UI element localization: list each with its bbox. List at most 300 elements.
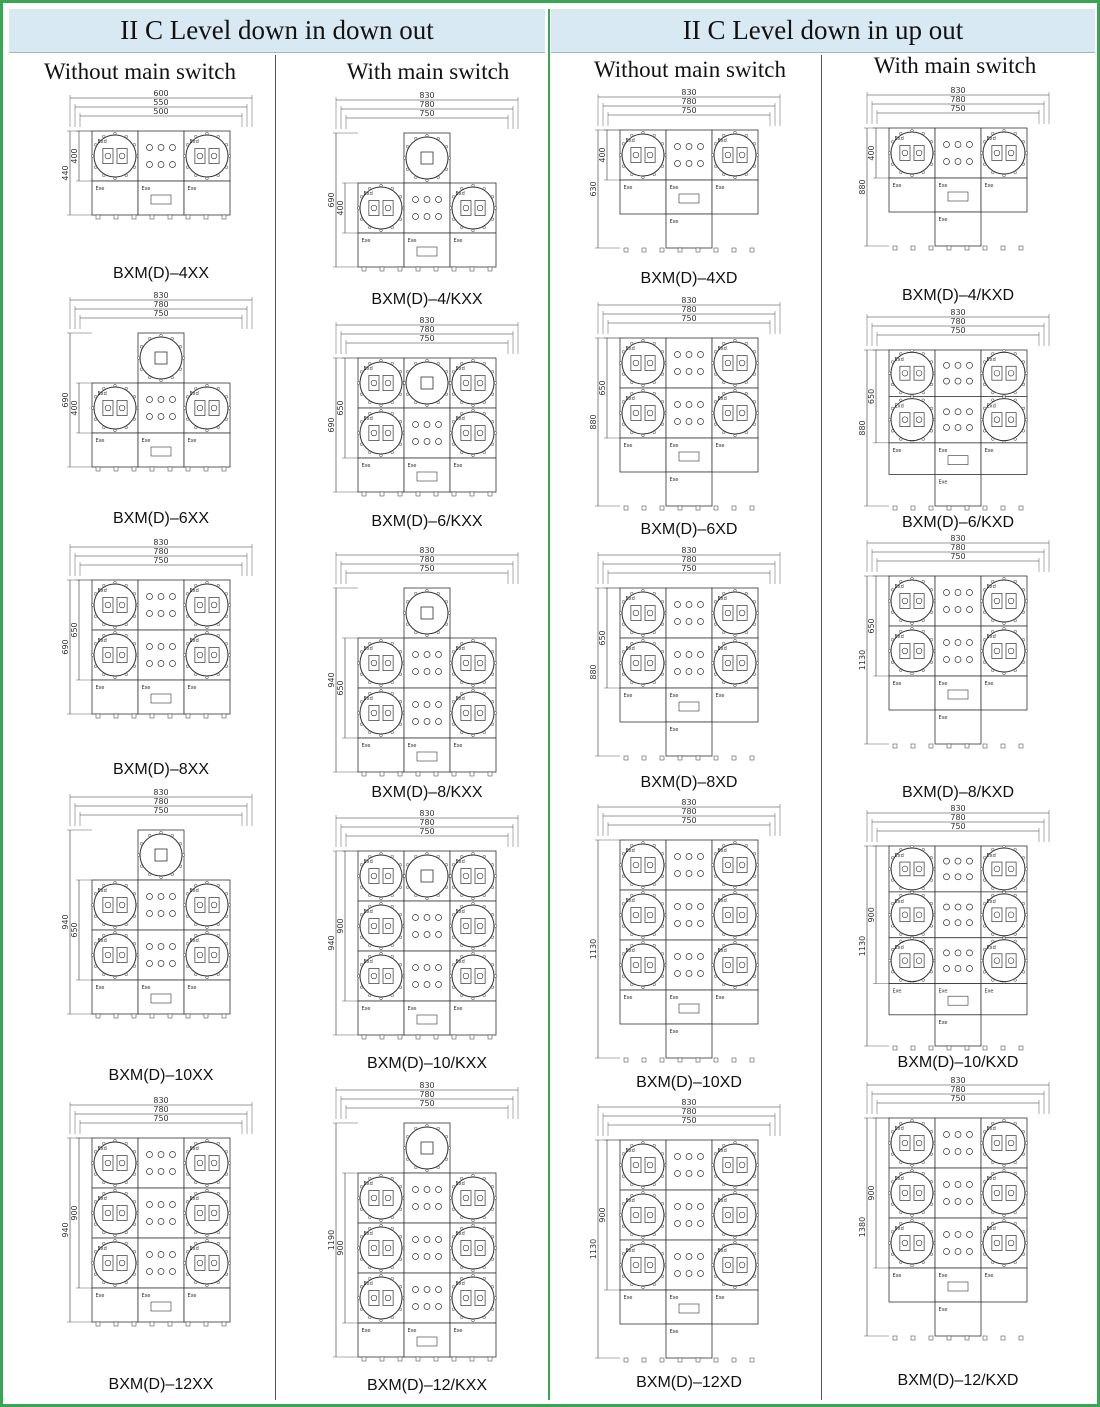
height-dimension-value: 650 bbox=[867, 618, 876, 634]
main-switch-handle bbox=[421, 377, 433, 389]
bolt bbox=[991, 1211, 994, 1214]
bolt bbox=[445, 1158, 448, 1161]
breaker-switch bbox=[1006, 1186, 1016, 1201]
breaker-switch bbox=[645, 1208, 655, 1223]
indicator-box bbox=[666, 130, 712, 180]
breaker-switch bbox=[992, 146, 1002, 161]
bolt bbox=[753, 852, 756, 855]
bolt bbox=[661, 165, 664, 168]
bolt bbox=[756, 412, 759, 415]
cable-gland bbox=[750, 248, 754, 252]
width-dimension-value: 750 bbox=[419, 564, 435, 573]
bolt bbox=[1003, 622, 1006, 625]
indicator-lamp bbox=[170, 611, 176, 617]
bolt bbox=[186, 1250, 189, 1253]
bolt bbox=[642, 384, 645, 387]
terminal-mark: Exe bbox=[669, 477, 679, 483]
bolt bbox=[460, 955, 463, 958]
bolt bbox=[756, 914, 759, 917]
bolt bbox=[391, 894, 394, 897]
breaker-switch bbox=[900, 908, 910, 922]
bolt bbox=[391, 1266, 394, 1269]
bolt bbox=[399, 1235, 402, 1238]
bolt bbox=[1022, 611, 1025, 614]
distribution-box-diagram bbox=[41, 1098, 281, 1376]
bolt bbox=[711, 964, 714, 967]
bolt bbox=[483, 855, 486, 858]
indicator-lamp bbox=[158, 414, 164, 420]
bolt bbox=[753, 423, 756, 426]
bolt bbox=[642, 684, 645, 687]
bolt bbox=[148, 834, 151, 837]
breaker-switch bbox=[914, 1236, 924, 1251]
width-dimension-value: 830 bbox=[681, 546, 697, 555]
cable-gland bbox=[893, 744, 897, 748]
bolt bbox=[980, 600, 983, 603]
bolt bbox=[125, 1181, 128, 1184]
indicator-lamp bbox=[686, 1221, 692, 1227]
terminal-mark: Exe bbox=[453, 1328, 463, 1334]
bolt bbox=[922, 1161, 925, 1164]
enclosure-mark: Exd bbox=[717, 1198, 727, 1204]
width-dimension-value: 780 bbox=[419, 818, 435, 827]
bolt bbox=[225, 1223, 228, 1226]
bolt bbox=[183, 1162, 186, 1165]
bolt bbox=[891, 407, 894, 410]
bolt bbox=[653, 983, 656, 986]
height-dimension-value: 650 bbox=[336, 400, 345, 416]
indicator-lamp bbox=[944, 425, 950, 431]
height-dimension-value: 650 bbox=[598, 630, 607, 646]
indicator-lamp bbox=[698, 352, 704, 358]
main-switch-handle bbox=[155, 352, 167, 364]
breaker-switch bbox=[369, 1241, 379, 1256]
bolt bbox=[1025, 1242, 1028, 1245]
cable-gland bbox=[678, 506, 682, 510]
bolt bbox=[399, 443, 402, 446]
indicator-lamp bbox=[158, 162, 164, 168]
indicator-lamp bbox=[413, 1254, 419, 1260]
bolt bbox=[133, 942, 136, 945]
terminal-mark: Exe bbox=[623, 1295, 633, 1301]
height-dimension-value: 440 bbox=[61, 165, 70, 181]
indicator-box bbox=[404, 688, 450, 738]
bolt bbox=[756, 362, 759, 365]
enclosure-mark: Exd bbox=[625, 396, 635, 402]
bolt bbox=[745, 1183, 748, 1186]
cable-gland bbox=[416, 492, 420, 496]
indicator-box bbox=[138, 930, 184, 980]
bolt bbox=[102, 884, 105, 887]
breaker-switch bbox=[461, 969, 471, 984]
width-dimension-value: 830 bbox=[153, 1096, 169, 1105]
bolt bbox=[1022, 661, 1025, 664]
bolt bbox=[391, 681, 394, 684]
bolt bbox=[891, 430, 894, 433]
terminal-mark: Exe bbox=[669, 693, 679, 699]
bolt bbox=[491, 1258, 494, 1261]
bolt bbox=[1022, 948, 1025, 951]
cable-gland bbox=[642, 756, 646, 760]
bolt bbox=[922, 352, 925, 355]
bolt bbox=[460, 905, 463, 908]
height-dimension-value: 940 bbox=[327, 935, 336, 951]
cable-gland bbox=[204, 714, 208, 718]
model-label: BXM(D)–8XX bbox=[112, 761, 210, 778]
bolt bbox=[630, 631, 633, 634]
bolt bbox=[483, 1177, 486, 1180]
indicator-lamp bbox=[424, 1287, 430, 1293]
bolt bbox=[980, 152, 983, 155]
cable-gland bbox=[168, 714, 172, 718]
breaker-switch bbox=[1006, 1236, 1016, 1251]
bolt bbox=[140, 345, 143, 348]
bolt bbox=[391, 1177, 394, 1180]
height-dimension-value: 940 bbox=[327, 672, 336, 688]
indicator-lamp bbox=[955, 607, 961, 613]
bolt bbox=[711, 914, 714, 917]
indicator-lamp bbox=[698, 871, 704, 877]
bolt bbox=[452, 1185, 455, 1188]
bolt bbox=[194, 884, 197, 887]
bolt bbox=[899, 1222, 902, 1225]
bolt bbox=[368, 412, 371, 415]
breaker-switch bbox=[645, 858, 655, 873]
bolt bbox=[194, 174, 197, 177]
bolt bbox=[472, 404, 475, 407]
height-dimension-value: 1130 bbox=[858, 935, 867, 957]
cable-gland bbox=[893, 246, 897, 250]
bolt bbox=[186, 143, 189, 146]
indicator-box bbox=[666, 388, 712, 438]
indicator-lamp bbox=[967, 425, 973, 431]
breaker-switch bbox=[461, 426, 471, 441]
bolt bbox=[179, 368, 182, 371]
indicator-lamp bbox=[967, 142, 973, 148]
width-dimension-value: 830 bbox=[419, 1081, 435, 1090]
bolt bbox=[722, 894, 725, 897]
terminal-mark: Exe bbox=[95, 186, 105, 192]
height-dimension-value: 650 bbox=[70, 922, 79, 938]
bolt bbox=[406, 886, 409, 889]
width-dimension-value: 830 bbox=[153, 538, 169, 547]
bolt bbox=[460, 894, 463, 897]
bolt bbox=[414, 137, 417, 140]
breaker-switch bbox=[737, 656, 747, 671]
bolt bbox=[380, 1219, 383, 1222]
bolt bbox=[653, 592, 656, 595]
bolt bbox=[360, 650, 363, 653]
cable-gland bbox=[750, 1358, 754, 1362]
bolt bbox=[899, 1172, 902, 1175]
bolt bbox=[452, 650, 455, 653]
bolt bbox=[194, 1181, 197, 1184]
width-dimension-value: 830 bbox=[950, 308, 966, 317]
bolt bbox=[225, 1200, 228, 1203]
indicator-lamp bbox=[170, 961, 176, 967]
bolt bbox=[102, 426, 105, 429]
bolt bbox=[357, 712, 360, 715]
breaker-switch bbox=[737, 606, 747, 621]
bolt bbox=[899, 933, 902, 936]
indicator-lamp bbox=[436, 1237, 442, 1243]
enclosure-mark: Exd bbox=[363, 366, 373, 372]
bolt bbox=[360, 1235, 363, 1238]
bolt bbox=[406, 623, 409, 626]
bolt bbox=[899, 391, 902, 394]
indicator-box bbox=[666, 940, 712, 990]
cable-gland bbox=[96, 215, 100, 219]
distribution-box-diagram bbox=[41, 91, 281, 265]
width-dimension-value: 780 bbox=[681, 305, 697, 314]
bolt bbox=[711, 1214, 714, 1217]
model-label: BXM(D)–8/KXX bbox=[371, 784, 483, 801]
bolt bbox=[756, 1214, 759, 1217]
bolt bbox=[91, 155, 94, 158]
model-label: BXM(D)–6XD bbox=[640, 521, 738, 538]
indicator-lamp bbox=[424, 915, 430, 921]
bolt bbox=[983, 383, 986, 386]
breaker-switch bbox=[914, 1136, 924, 1151]
distribution-box-diagram bbox=[569, 298, 809, 521]
indicator-lamp bbox=[675, 1254, 681, 1260]
breaker-switch bbox=[195, 1156, 205, 1171]
bolt bbox=[194, 634, 197, 637]
enclosure-mark: Exd bbox=[455, 859, 465, 865]
bolt bbox=[714, 350, 717, 353]
bolt bbox=[888, 1192, 891, 1195]
bolt bbox=[460, 692, 463, 695]
bolt bbox=[368, 994, 371, 997]
bolt bbox=[360, 1308, 363, 1311]
bolt bbox=[911, 622, 914, 625]
breaker-switch bbox=[992, 908, 1002, 922]
bolt bbox=[449, 875, 452, 878]
bolt bbox=[186, 615, 189, 618]
breaker-switch bbox=[900, 594, 910, 609]
drawing-group bbox=[858, 534, 1049, 748]
bolt bbox=[661, 423, 664, 426]
cable-gland bbox=[222, 1322, 226, 1326]
indicator-lamp bbox=[436, 652, 442, 658]
cable-gland bbox=[1001, 744, 1005, 748]
cable-gland bbox=[1019, 1336, 1023, 1340]
bolt bbox=[445, 623, 448, 626]
bolt bbox=[983, 140, 986, 143]
breaker-switch bbox=[914, 1186, 924, 1201]
breaker-switch bbox=[723, 1258, 733, 1273]
enclosure-mark: Exd bbox=[894, 853, 904, 860]
bolt bbox=[483, 692, 486, 695]
bolt bbox=[414, 894, 417, 897]
indicator-box bbox=[138, 1188, 184, 1238]
indicator-box bbox=[666, 1140, 712, 1190]
breaker-switch bbox=[631, 958, 641, 973]
bolt bbox=[630, 1183, 633, 1186]
bolt bbox=[483, 944, 486, 947]
bolt bbox=[183, 407, 186, 410]
bolt bbox=[360, 218, 363, 221]
terminal-mark: Exe bbox=[453, 743, 463, 749]
bolt bbox=[1022, 879, 1025, 882]
box-drawing bbox=[307, 1083, 547, 1377]
drawing-group bbox=[327, 316, 518, 496]
cable-gland bbox=[947, 1336, 951, 1340]
bolt bbox=[449, 1247, 452, 1250]
cable-gland bbox=[222, 1014, 226, 1018]
bolt bbox=[380, 1174, 383, 1177]
bolt bbox=[125, 426, 128, 429]
bolt bbox=[661, 1152, 664, 1155]
bolt bbox=[753, 1202, 756, 1205]
bolt bbox=[745, 342, 748, 345]
bolt bbox=[622, 600, 625, 603]
column-title-2: With main switch bbox=[346, 59, 510, 84]
bolt bbox=[102, 1281, 105, 1284]
cable-gland bbox=[132, 215, 136, 219]
bolt bbox=[360, 700, 363, 703]
indicator-lamp bbox=[686, 1254, 692, 1260]
breaker-switch bbox=[475, 969, 485, 984]
bolt bbox=[983, 430, 986, 433]
cable-gland bbox=[96, 1322, 100, 1326]
bolt bbox=[930, 140, 933, 143]
bolt bbox=[114, 384, 117, 387]
bolt bbox=[460, 1177, 463, 1180]
bolt bbox=[891, 1130, 894, 1133]
bolt bbox=[186, 665, 189, 668]
bolt bbox=[483, 894, 486, 897]
bolt bbox=[756, 864, 759, 867]
bolt bbox=[642, 1286, 645, 1289]
cable-gland bbox=[488, 1035, 492, 1039]
bolt bbox=[452, 863, 455, 866]
cable-gland bbox=[678, 1358, 682, 1362]
bolt bbox=[225, 665, 228, 668]
bolt bbox=[991, 630, 994, 633]
bolt bbox=[460, 642, 463, 645]
indicator-lamp bbox=[698, 669, 704, 675]
indicator-lamp bbox=[424, 1254, 430, 1260]
bolt bbox=[922, 438, 925, 441]
bolt bbox=[449, 432, 452, 435]
bolt bbox=[734, 986, 737, 989]
cable-gland bbox=[416, 1035, 420, 1039]
bolt bbox=[186, 592, 189, 595]
width-dimension-value: 750 bbox=[950, 326, 966, 335]
enclosure-mark: Exd bbox=[189, 391, 199, 397]
bolt bbox=[186, 965, 189, 968]
bolt bbox=[734, 891, 737, 894]
bolt bbox=[133, 642, 136, 645]
model-label: BXM(D)–12XD bbox=[636, 1374, 742, 1391]
bolt bbox=[642, 841, 645, 844]
bolt bbox=[491, 1285, 494, 1288]
indicator-lamp bbox=[675, 652, 681, 658]
breaker-switch bbox=[383, 201, 393, 216]
bolt bbox=[714, 142, 717, 145]
bolt bbox=[1022, 638, 1025, 641]
cable-gland bbox=[696, 248, 700, 252]
box-drawing bbox=[838, 1078, 1078, 1372]
bolt bbox=[930, 925, 933, 928]
bolt bbox=[194, 923, 197, 926]
bolt bbox=[745, 1244, 748, 1247]
cable-gland bbox=[714, 1058, 718, 1062]
bolt bbox=[642, 1141, 645, 1144]
bolt bbox=[661, 350, 664, 353]
indicator-lamp bbox=[675, 1204, 681, 1210]
bolt bbox=[661, 852, 664, 855]
indicator-lamp bbox=[955, 1199, 961, 1205]
bolt bbox=[1003, 1219, 1006, 1222]
breaker-switch bbox=[992, 1186, 1002, 1201]
cable-gland bbox=[624, 506, 628, 510]
height-dimension-value: 900 bbox=[867, 907, 876, 923]
bolt bbox=[622, 1152, 625, 1155]
bolt bbox=[217, 387, 220, 390]
indicator-box bbox=[666, 840, 712, 890]
bolt bbox=[114, 1184, 117, 1187]
bolt bbox=[137, 357, 140, 360]
terminal-mark: Exe bbox=[187, 438, 197, 444]
bolt bbox=[711, 362, 714, 365]
bolt bbox=[899, 669, 902, 672]
bolt bbox=[414, 592, 417, 595]
indicator-lamp bbox=[158, 1152, 164, 1158]
bolt bbox=[891, 588, 894, 591]
bolt bbox=[734, 886, 737, 889]
name-plate bbox=[151, 447, 171, 456]
breaker-switch bbox=[369, 869, 379, 884]
cable-gland bbox=[150, 714, 154, 718]
bolt bbox=[1022, 163, 1025, 166]
bolt bbox=[426, 852, 429, 855]
cable-gland bbox=[114, 467, 118, 471]
bolt bbox=[753, 1175, 756, 1178]
bolt bbox=[653, 1244, 656, 1247]
bolt bbox=[452, 723, 455, 726]
bolt bbox=[753, 373, 756, 376]
bolt bbox=[368, 401, 371, 404]
height-dimension-value: 900 bbox=[598, 1207, 607, 1223]
box-drawing bbox=[569, 298, 809, 521]
breaker-switch bbox=[645, 606, 655, 621]
cable-gland bbox=[696, 1058, 700, 1062]
enclosure-mark: Exd bbox=[189, 638, 199, 644]
bolt bbox=[94, 592, 97, 595]
bolt bbox=[991, 171, 994, 174]
indicator-box bbox=[666, 1190, 712, 1240]
terminal-mark: Exe bbox=[938, 479, 948, 486]
bolt bbox=[888, 1242, 891, 1245]
bolt bbox=[642, 886, 645, 889]
bolt bbox=[472, 689, 475, 692]
bolt bbox=[380, 952, 383, 955]
name-plate bbox=[417, 247, 437, 256]
bolt bbox=[483, 1277, 486, 1280]
bolt bbox=[391, 731, 394, 734]
bolt bbox=[991, 933, 994, 936]
breaker-switch bbox=[195, 648, 205, 663]
cable-gland bbox=[488, 772, 492, 776]
bolt bbox=[714, 1202, 717, 1205]
terminal-mark: Exe bbox=[938, 681, 948, 687]
bolt bbox=[642, 1191, 645, 1194]
terminal-mark: Exe bbox=[938, 217, 948, 223]
bolt bbox=[930, 902, 933, 905]
bolt bbox=[406, 600, 409, 603]
